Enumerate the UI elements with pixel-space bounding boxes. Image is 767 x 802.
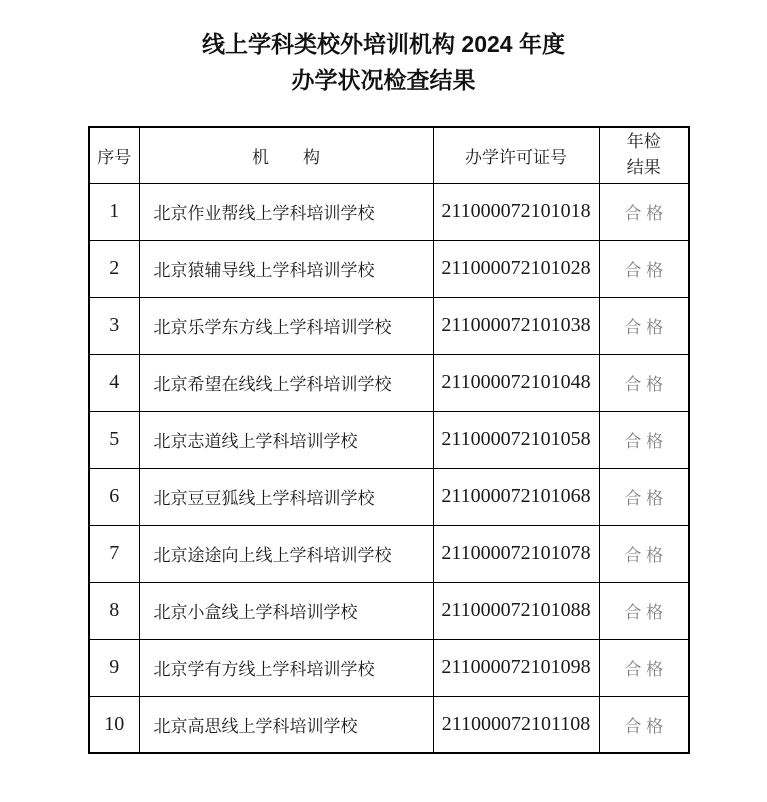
- license-number: 211000072101078: [433, 525, 599, 582]
- table-row: [89, 240, 689, 297]
- row-index: 10: [89, 696, 139, 753]
- inspection-result: 合 格: [599, 240, 689, 297]
- row-index: 7: [89, 525, 139, 582]
- table-row: [89, 183, 689, 240]
- inspection-result: 合 格: [599, 354, 689, 411]
- license-number: 211000072101068: [433, 468, 599, 525]
- inspection-result: 合 格: [599, 696, 689, 753]
- page-title-line2: 办学状况检查结果: [291, 67, 476, 93]
- institution-name: 北京猿辅导线上学科培训学校: [139, 240, 433, 297]
- header-institution: 机 构: [139, 127, 433, 183]
- header-result: [599, 127, 689, 183]
- table-row: [89, 525, 689, 582]
- institution-name: 北京乐学东方线上学科培训学校: [139, 297, 433, 354]
- inspection-results-table: [88, 126, 690, 754]
- table-row: [89, 411, 689, 468]
- license-number: 211000072101098: [433, 639, 599, 696]
- row-index: 1: [89, 183, 139, 240]
- license-number: 211000072101028: [433, 240, 599, 297]
- table-row: [89, 696, 689, 753]
- table-row: [89, 354, 689, 411]
- row-index: 6: [89, 468, 139, 525]
- inspection-result: 合 格: [599, 639, 689, 696]
- license-number: 211000072101038: [433, 297, 599, 354]
- table-row: [89, 582, 689, 639]
- institution-name: 北京作业帮线上学科培训学校: [139, 183, 433, 240]
- license-number: 211000072101108: [433, 696, 599, 753]
- institution-name: 北京高思线上学科培训学校: [139, 696, 433, 753]
- row-index: 8: [89, 582, 139, 639]
- header-result-line1: 年检: [626, 132, 661, 152]
- table-row: [89, 297, 689, 354]
- inspection-result: 合 格: [599, 525, 689, 582]
- page-title: [0, 26, 767, 98]
- institution-name: 北京途途向上线上学科培训学校: [139, 525, 433, 582]
- inspection-result: 合 格: [599, 411, 689, 468]
- institution-name: 北京希望在线线上学科培训学校: [139, 354, 433, 411]
- license-number: 211000072101018: [433, 183, 599, 240]
- table-body: [89, 183, 689, 753]
- table-row: [89, 639, 689, 696]
- inspection-result: 合 格: [599, 183, 689, 240]
- institution-name: 北京豆豆狐线上学科培训学校: [139, 468, 433, 525]
- license-number: 211000072101048: [433, 354, 599, 411]
- institution-name: 北京学有方线上学科培训学校: [139, 639, 433, 696]
- inspection-result: 合 格: [599, 468, 689, 525]
- header-row: [89, 127, 689, 183]
- page-title-line1: 线上学科类校外培训机构 2024 年度: [202, 31, 565, 57]
- inspection-result: 合 格: [599, 582, 689, 639]
- row-index: 4: [89, 354, 139, 411]
- license-number: 211000072101058: [433, 411, 599, 468]
- inspection-result: 合 格: [599, 297, 689, 354]
- header-license: 办学许可证号: [433, 127, 599, 183]
- table-row: [89, 468, 689, 525]
- table-header: [89, 127, 689, 183]
- header-index: 序号: [89, 127, 139, 183]
- row-index: 2: [89, 240, 139, 297]
- institution-name: 北京小盒线上学科培训学校: [139, 582, 433, 639]
- row-index: 5: [89, 411, 139, 468]
- row-index: 9: [89, 639, 139, 696]
- header-result-line2: 结果: [626, 158, 661, 178]
- row-index: 3: [89, 297, 139, 354]
- license-number: 211000072101088: [433, 582, 599, 639]
- institution-name: 北京志道线上学科培训学校: [139, 411, 433, 468]
